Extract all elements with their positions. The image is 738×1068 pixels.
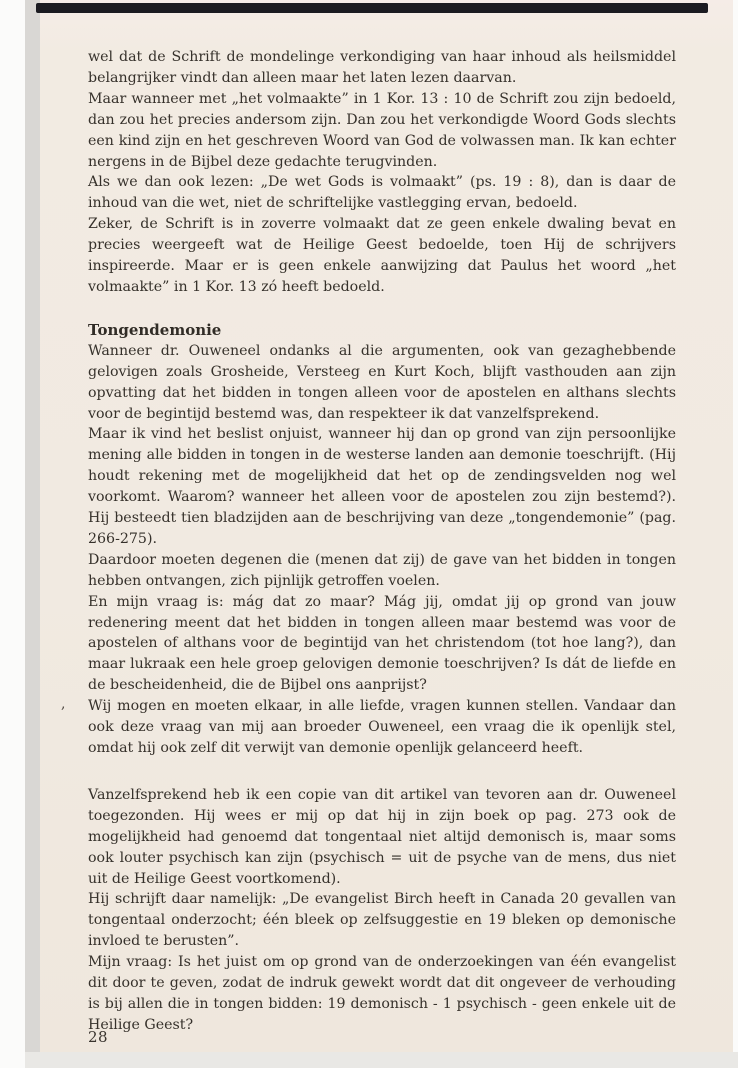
paragraph: Wanneer dr. Ouweneel ondanks al die argumenten, ook van gezaghebbende gelovigen zoals Grosheide, Versteeg en Kurt Koch, blijft vasthouden aan zijn opvatting dat het bidden in tongen alleen voor de apostelen en althans slechts voor de begintijd bestemd was, dan respekteer ik dat vanzelfsprekend. — [88, 342, 676, 422]
paragraph: Zeker, de Schrift is in zoverre volmaakt dat ze geen enkele dwaling bevat en precies weergeeft wat de Heilige Geest bedoelde, toen Hij de schrijvers inspireerde. Maar er is geen enkele aanwijzing dat Paulus het woord „het volmaakte” in 1 Kor. 13 zó heeft bedoeld. — [88, 216, 676, 295]
paragraph: Hij schrijft daar namelijk: „De evangelist Birch heeft in Canada 20 gevallen van tongentaal onderzocht; één bleek op zelfsuggestie en 19 bleken op demonische invloed te berusten”. — [88, 891, 676, 950]
scan-top-edge-bar — [36, 3, 708, 13]
page-left-edge-strip — [25, 0, 40, 1053]
page-surface — [40, 0, 733, 1052]
paragraph: En mijn vraag is: mág dat zo maar? Mág jij, omdat jij op grond van jouw redenering meent dat het bidden in tongen alleen maar bestemd was voor de apostelen of althans voor de begintijd van het christendom (tot hoe lang?), dan maar lukraak een hele groep gelovigen demonie toeschrijven? Is dát de liefde en de bescheidenheid, die de Bijbel ons aanprijst? — [88, 593, 676, 694]
paragraph: Vanzelfsprekend heb ik een copie van dit artikel van tevoren aan dr. Ouweneel toegezonden. Hij wees er mij op dat hij in zijn boek op pag. 273 ook de mogelijkheid had genoemd dat tongentaal niet altijd demonisch is, maar soms ook louter psychisch kan zijn (psychisch = uit de psyche van de mens, dus niet uit de Heilige Geest voortkomend). — [88, 786, 676, 887]
page-bottom-edge-strip — [25, 1052, 738, 1068]
text-block — [88, 47, 676, 1036]
section-heading: Tongendemonie — [88, 320, 222, 339]
paragraph: Wij mogen en moeten elkaar, in alle liefde, vragen kunnen stellen. Vandaar dan ook deze vraag van mij aan broeder Ouweneel, een vraag die ik openlijk stel, omdat hij ook zelf dit verwijt van demonie openlijk gelanceerd heeft. — [88, 698, 676, 756]
paragraph: Daardoor moeten degenen die (menen dat zij) de gave van het bidden in tongen hebben ontvangen, zich pijnlijk getroffen voelen. — [88, 551, 676, 589]
paragraph: Maar wanneer met „het volmaakte” in 1 Kor. 13 : 10 de Schrift zou zijn bedoeld, dan zou het precies andersom zijn. Dan zou het verkondigde Woord Gods slechts een kind zijn en het geschreven Woord van God de volwassen man. Ik kan echter nergens in de Bijbel deze gedachte terugvinden. — [88, 90, 676, 170]
paragraph: wel dat de Schrift de mondelinge verkondiging van haar inhoud als heilsmiddel belangrijker vindt dan alleen maar het laten lezen daarvan. — [88, 49, 676, 86]
paragraph: Maar ik vind het beslist onjuist, wanneer hij dan op grond van zijn persoonlijke mening alle bidden in tongen in de westerse landen aan demonie toeschrijft. (Hij houdt rekening met de mogelijkheid dat het op de zendingsvelden nog wel voorkomt. Waarom? wanneer het alleen voor de apostelen zou zijn bestemd?). Hij besteedt tien bladzijden aan de beschrijving van deze „tongendemonie” (pag. 266-275). — [88, 426, 676, 547]
paragraph: Als we dan ook lezen: „De wet Gods is volmaakt” (ps. 19 : 8), dan is daar de inhoud van die wet, niet de schriftelijke vastlegging ervan, bedoeld. — [88, 174, 676, 212]
margin-print-mark: , — [61, 696, 66, 712]
page-number: 28 — [88, 1028, 109, 1046]
paragraph: Mijn vraag: Is het juist om op grond van de onderzoekingen van één evangelist dit door te geven, zodat de indruk gewekt wordt dat dit ongeveer de verhouding is bij allen die in tongen bidden: 19 demonisch - 1 psychisch - geen enkele uit de Heilige Geest? — [88, 954, 676, 1033]
